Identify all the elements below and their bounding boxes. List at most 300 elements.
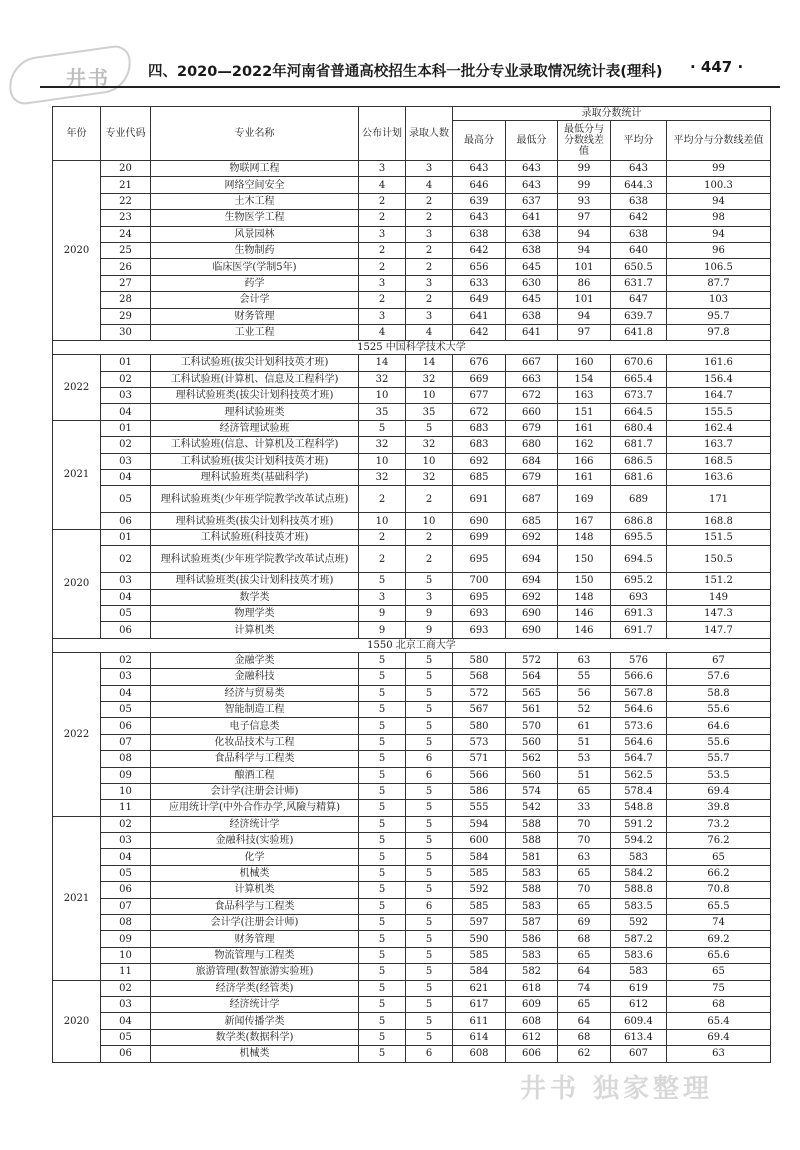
admit-cell: 6 [406,751,453,767]
max-cell: 608 [453,1046,506,1062]
avg-cell: 665.4 [611,371,667,387]
code-cell: 21 [101,177,151,193]
admit-cell: 5 [406,685,453,701]
page-header [0,0,800,110]
avg-cell: 613.4 [611,1029,667,1045]
name-cell: 酿酒工程 [151,767,359,783]
code-cell: 08 [101,751,151,767]
avg-diff-cell: 156.4 [667,371,771,387]
code-cell: 11 [101,800,151,816]
max-cell: 621 [453,980,506,996]
avg-cell: 640 [611,242,667,258]
avg-cell: 689 [611,486,667,513]
university-label: 1550 北京工商大学 [53,638,771,652]
min-diff-cell: 56 [558,685,611,701]
admit-cell: 3 [406,589,453,605]
name-cell: 数学类 [151,589,359,605]
avg-diff-cell: 58.8 [667,685,771,701]
admit-cell: 35 [406,404,453,420]
admit-cell: 5 [406,573,453,589]
min-diff-cell: 62 [558,1046,611,1062]
max-cell: 617 [453,996,506,1012]
header-rule [40,86,780,88]
avg-diff-cell: 163.6 [667,470,771,486]
min-cell: 560 [506,734,558,750]
plan-cell: 10 [359,453,406,469]
table-row [53,783,771,799]
min-diff-cell: 51 [558,734,611,750]
name-cell: 网络空间安全 [151,177,359,193]
max-cell: 585 [453,947,506,963]
admit-cell: 5 [406,882,453,898]
avg-diff-cell: 67 [667,652,771,668]
code-cell: 27 [101,275,151,291]
avg-cell: 673.7 [611,388,667,404]
avg-cell: 583.6 [611,947,667,963]
max-cell: 592 [453,882,506,898]
min-cell: 586 [506,931,558,947]
name-cell: 食品科学与工程类 [151,898,359,914]
table-row [53,177,771,193]
header-year: 年份 [53,107,101,161]
avg-cell: 583.5 [611,898,667,914]
min-cell: 588 [506,833,558,849]
max-cell: 584 [453,849,506,865]
table-row [53,980,771,996]
year-cell: 2021 [53,816,101,980]
min-cell: 561 [506,701,558,717]
table-row [53,546,771,573]
min-diff-cell: 99 [558,161,611,177]
table-row [53,685,771,701]
name-cell: 计算机类 [151,882,359,898]
plan-cell: 5 [359,652,406,668]
name-cell: 旅游管理(数智旅游实验班) [151,964,359,980]
avg-cell: 573.6 [611,718,667,734]
table-row [53,308,771,324]
code-cell: 04 [101,849,151,865]
avg-diff-cell: 87.7 [667,275,771,291]
min-cell: 687 [506,486,558,513]
max-cell: 669 [453,371,506,387]
avg-cell: 587.2 [611,931,667,947]
code-cell: 05 [101,1029,151,1045]
table-row [53,193,771,209]
min-diff-cell: 99 [558,177,611,193]
year-cell: 2022 [53,652,101,816]
plan-cell: 2 [359,210,406,226]
avg-diff-cell: 70.8 [667,882,771,898]
admit-cell: 2 [406,486,453,513]
max-cell: 649 [453,292,506,308]
code-cell: 05 [101,486,151,513]
max-cell: 639 [453,193,506,209]
min-diff-cell: 51 [558,767,611,783]
code-cell: 10 [101,783,151,799]
plan-cell: 2 [359,486,406,513]
min-cell: 583 [506,865,558,881]
admit-cell: 5 [406,1013,453,1029]
code-cell: 06 [101,718,151,734]
plan-cell: 3 [359,161,406,177]
avg-diff-cell: 150.5 [667,546,771,573]
plan-cell: 4 [359,324,406,340]
table-row [53,210,771,226]
max-cell: 567 [453,701,506,717]
name-cell: 食品科学与工程类 [151,751,359,767]
university-row [53,341,771,355]
code-cell: 09 [101,931,151,947]
avg-cell: 642 [611,210,667,226]
plan-cell: 5 [359,898,406,914]
min-cell: 638 [506,242,558,258]
min-diff-cell: 146 [558,622,611,638]
table-row [53,751,771,767]
min-cell: 542 [506,800,558,816]
table-row [53,800,771,816]
admit-cell: 5 [406,718,453,734]
avg-diff-cell: 73.2 [667,816,771,832]
name-cell: 应用统计学(中外合作办学,风險与精算) [151,800,359,816]
plan-cell: 2 [359,259,406,275]
header-min: 最低分 [506,121,558,161]
avg-diff-cell: 76.2 [667,833,771,849]
min-diff-cell: 53 [558,751,611,767]
name-cell: 会计学(注册会计师) [151,783,359,799]
avg-diff-cell: 66.2 [667,865,771,881]
avg-diff-cell: 162.4 [667,420,771,436]
name-cell: 会计学 [151,292,359,308]
table-row [53,242,771,258]
avg-diff-cell: 65 [667,964,771,980]
name-cell: 财务管理 [151,931,359,947]
header-max: 最高分 [453,121,506,161]
min-cell: 694 [506,546,558,573]
plan-cell: 9 [359,622,406,638]
min-diff-cell: 61 [558,718,611,734]
avg-cell: 680.4 [611,420,667,436]
avg-diff-cell: 95.7 [667,308,771,324]
code-cell: 06 [101,882,151,898]
max-cell: 695 [453,589,506,605]
max-cell: 594 [453,816,506,832]
table-row [53,355,771,371]
min-cell: 582 [506,964,558,980]
plan-cell: 5 [359,833,406,849]
max-cell: 692 [453,453,506,469]
min-cell: 612 [506,1029,558,1045]
avg-diff-cell: 103 [667,292,771,308]
admit-cell: 6 [406,767,453,783]
plan-cell: 5 [359,701,406,717]
code-cell: 04 [101,589,151,605]
avg-cell: 638 [611,226,667,242]
header-name: 专业名称 [151,107,359,161]
avg-diff-cell: 65.4 [667,1013,771,1029]
admit-cell: 32 [406,470,453,486]
header-admit: 录取人数 [406,107,453,161]
name-cell: 工业工程 [151,324,359,340]
admit-cell: 2 [406,529,453,545]
name-cell: 金融学类 [151,652,359,668]
code-cell: 07 [101,734,151,750]
min-cell: 574 [506,783,558,799]
plan-cell: 5 [359,849,406,865]
min-diff-cell: 167 [558,513,611,529]
avg-diff-cell: 57.6 [667,669,771,685]
min-cell: 572 [506,652,558,668]
min-cell: 565 [506,685,558,701]
avg-diff-cell: 155.5 [667,404,771,420]
code-cell: 02 [101,980,151,996]
avg-diff-cell: 39.8 [667,800,771,816]
min-cell: 588 [506,816,558,832]
min-cell: 690 [506,605,558,621]
table-row [53,931,771,947]
avg-diff-cell: 53.5 [667,767,771,783]
name-cell: 物理学类 [151,605,359,621]
min-diff-cell: 161 [558,420,611,436]
avg-cell: 693 [611,589,667,605]
max-cell: 693 [453,605,506,621]
table-row [53,259,771,275]
max-cell: 695 [453,546,506,573]
name-cell: 临床医学(学制5年) [151,259,359,275]
plan-cell: 4 [359,177,406,193]
name-cell: 计算机类 [151,622,359,638]
plan-cell: 3 [359,275,406,291]
min-cell: 641 [506,210,558,226]
code-cell: 03 [101,833,151,849]
header-avg-diff: 平均分与分数线差值 [667,121,771,161]
code-cell: 05 [101,605,151,621]
min-cell: 692 [506,529,558,545]
min-diff-cell: 65 [558,996,611,1012]
avg-cell: 664.5 [611,404,667,420]
plan-cell: 14 [359,355,406,371]
max-cell: 580 [453,652,506,668]
plan-cell: 5 [359,734,406,750]
admit-cell: 5 [406,669,453,685]
avg-cell: 643 [611,161,667,177]
table-row [53,816,771,832]
avg-diff-cell: 55.6 [667,734,771,750]
min-diff-cell: 69 [558,915,611,931]
plan-cell: 3 [359,308,406,324]
max-cell: 677 [453,388,506,404]
avg-diff-cell: 65.5 [667,898,771,914]
min-cell: 684 [506,453,558,469]
max-cell: 672 [453,404,506,420]
avg-cell: 691.7 [611,622,667,638]
name-cell: 机械类 [151,1046,359,1062]
avg-cell: 638 [611,193,667,209]
admit-cell: 6 [406,898,453,914]
admit-cell: 5 [406,833,453,849]
max-cell: 683 [453,437,506,453]
avg-diff-cell: 69.2 [667,931,771,947]
avg-diff-cell: 68 [667,996,771,1012]
plan-cell: 3 [359,226,406,242]
avg-diff-cell: 98 [667,210,771,226]
name-cell: 理科试验班类 [151,404,359,420]
min-cell: 643 [506,177,558,193]
min-cell: 562 [506,751,558,767]
plan-cell: 5 [359,783,406,799]
min-diff-cell: 63 [558,652,611,668]
admit-cell: 5 [406,1029,453,1045]
code-cell: 26 [101,259,151,275]
table-row [53,669,771,685]
name-cell: 风景园林 [151,226,359,242]
min-cell: 560 [506,767,558,783]
code-cell: 05 [101,865,151,881]
min-cell: 581 [506,849,558,865]
code-cell: 04 [101,1013,151,1029]
plan-cell: 5 [359,915,406,931]
admit-cell: 3 [406,275,453,291]
table-row [53,734,771,750]
admit-cell: 5 [406,734,453,750]
year-cell: 2022 [53,355,101,421]
admit-cell: 14 [406,355,453,371]
page-title: 四、2020—2022年河南省普通高校招生本科一批分专业录取情况统计表(理科) [148,64,663,80]
avg-cell: 650.5 [611,259,667,275]
avg-cell: 564.6 [611,734,667,750]
admit-cell: 5 [406,420,453,436]
admit-cell: 5 [406,964,453,980]
admit-cell: 3 [406,161,453,177]
max-cell: 633 [453,275,506,291]
admit-cell: 5 [406,931,453,947]
table-row [53,292,771,308]
admit-cell: 32 [406,371,453,387]
min-cell: 645 [506,292,558,308]
min-diff-cell: 65 [558,898,611,914]
avg-diff-cell: 99 [667,161,771,177]
plan-cell: 5 [359,1046,406,1062]
table-row [53,388,771,404]
avg-cell: 619 [611,980,667,996]
avg-cell: 695.2 [611,573,667,589]
avg-cell: 691.3 [611,605,667,621]
max-cell: 691 [453,486,506,513]
avg-cell: 583 [611,964,667,980]
max-cell: 656 [453,259,506,275]
name-cell: 土木工程 [151,193,359,209]
year-cell: 2020 [53,980,101,1062]
avg-cell: 681.6 [611,470,667,486]
max-cell: 590 [453,931,506,947]
avg-cell: 564.7 [611,751,667,767]
table-row [53,324,771,340]
avg-cell: 647 [611,292,667,308]
plan-cell: 32 [359,371,406,387]
min-cell: 694 [506,573,558,589]
plan-cell: 5 [359,947,406,963]
avg-cell: 591.2 [611,816,667,832]
max-cell: 642 [453,242,506,258]
code-cell: 02 [101,437,151,453]
avg-diff-cell: 75 [667,980,771,996]
code-cell: 06 [101,1046,151,1062]
min-diff-cell: 162 [558,437,611,453]
avg-cell: 686.8 [611,513,667,529]
max-cell: 638 [453,226,506,242]
min-cell: 679 [506,470,558,486]
code-cell: 10 [101,947,151,963]
code-cell: 01 [101,420,151,436]
admit-cell: 5 [406,816,453,832]
university-row [53,638,771,652]
name-cell: 新闻传播学类 [151,1013,359,1029]
max-cell: 643 [453,210,506,226]
code-cell: 02 [101,652,151,668]
min-cell: 638 [506,308,558,324]
year-cell: 2021 [53,420,101,529]
table-row [53,622,771,638]
admit-cell: 10 [406,513,453,529]
table-row [53,226,771,242]
table-row [53,718,771,734]
plan-cell: 9 [359,605,406,621]
admit-cell: 5 [406,915,453,931]
avg-diff-cell: 151.2 [667,573,771,589]
max-cell: 641 [453,308,506,324]
avg-diff-cell: 147.7 [667,622,771,638]
plan-cell: 32 [359,437,406,453]
avg-diff-cell: 55.7 [667,751,771,767]
code-cell: 03 [101,453,151,469]
plan-cell: 5 [359,573,406,589]
plan-cell: 5 [359,718,406,734]
name-cell: 生物医学工程 [151,210,359,226]
table-header [53,107,771,161]
admit-cell: 10 [406,453,453,469]
min-diff-cell: 101 [558,259,611,275]
table-row [53,161,771,177]
min-cell: 663 [506,371,558,387]
min-cell: 690 [506,622,558,638]
avg-diff-cell: 96 [667,242,771,258]
name-cell: 数学类(数据科学) [151,1029,359,1045]
table-row [53,404,771,420]
min-diff-cell: 166 [558,453,611,469]
max-cell: 646 [453,177,506,193]
min-diff-cell: 55 [558,669,611,685]
admit-cell: 5 [406,701,453,717]
admit-cell: 32 [406,437,453,453]
table-row [53,1046,771,1062]
max-cell: 699 [453,529,506,545]
university-label: 1525 中国科学技术大学 [53,341,771,355]
name-cell: 理科试验班类(拔尖计划科技英才班) [151,513,359,529]
admit-cell: 5 [406,996,453,1012]
code-cell: 01 [101,355,151,371]
avg-cell: 592 [611,915,667,931]
name-cell: 工科试验班(科技英才班) [151,529,359,545]
table-row [53,701,771,717]
table-row [53,849,771,865]
avg-cell: 681.7 [611,437,667,453]
avg-cell: 583 [611,849,667,865]
table-row [53,589,771,605]
max-cell: 693 [453,622,506,638]
admit-cell: 5 [406,652,453,668]
code-cell: 20 [101,161,151,177]
min-cell: 609 [506,996,558,1012]
avg-diff-cell: 63 [667,1046,771,1062]
